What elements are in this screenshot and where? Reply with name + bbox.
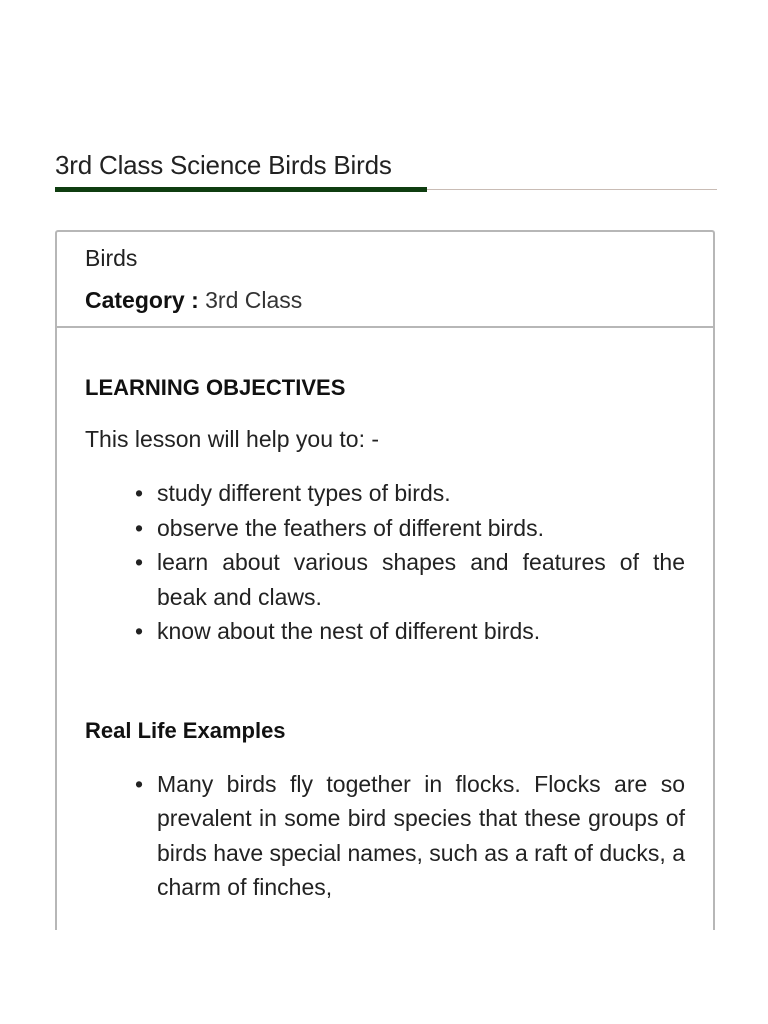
list-item-text: observe the feathers of different birds. [157,514,544,541]
category-value: 3rd Class [205,287,303,313]
list-item-text: Many birds fly together in flocks. Flocks are so prevalent in some bird species that these groups of birds have special names, such as a raft of ducks, a charm of finches, [157,770,685,900]
title-accent-underline [55,187,427,192]
list-item-text: learn about various shapes and features of the beak and claws. [157,549,685,610]
learning-objectives-heading: LEARNING OBJECTIVES [85,375,346,400]
bullet-icon: • [135,514,144,541]
card-body [57,328,713,905]
real-life-examples-heading: Real Life Examples [85,717,286,743]
list-item [135,767,685,905]
examples-list [85,767,685,905]
page-title: 3rd Class Science Birds Birds [55,150,392,180]
list-item [135,614,685,649]
card-name: Birds [85,245,138,271]
category-label: Category : [85,287,199,313]
bullet-icon: • [135,480,144,506]
lesson-card [55,230,715,930]
objectives-list [85,476,685,649]
list-item-text: know about the nest of different birds. [157,618,541,644]
list-item [135,476,685,511]
objectives-intro: This lesson will help you to: - [85,426,380,452]
card-header [57,232,713,328]
list-item [135,511,685,546]
list-item-text: study different types of birds. [157,480,451,506]
bullet-icon: • [135,770,144,797]
list-item [135,545,685,614]
bullet-icon: • [135,549,144,575]
bullet-icon: • [135,618,144,644]
category-line [85,286,713,314]
